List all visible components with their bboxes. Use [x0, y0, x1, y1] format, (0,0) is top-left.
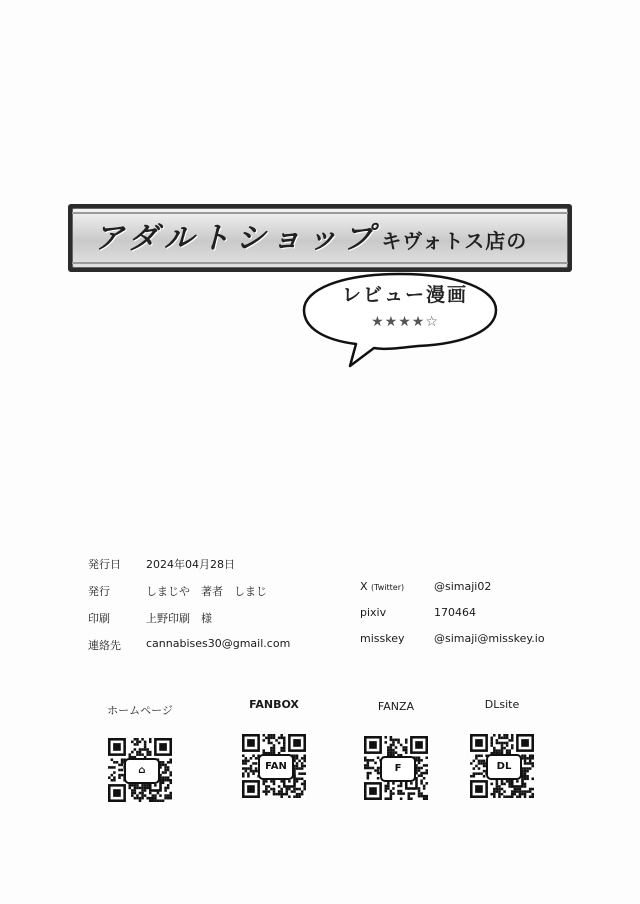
colophon-row-contact	[88, 637, 378, 664]
book-title-main: アダルトショップ	[94, 221, 380, 256]
qr-code	[364, 736, 428, 800]
contact-email: cannabises30@gmail.com	[146, 637, 291, 650]
qr-code	[108, 738, 172, 802]
qr-label: FANZA	[377, 700, 415, 713]
qr-homepage	[80, 702, 200, 802]
social-label-x: X	[360, 580, 368, 593]
social-row-x	[360, 580, 590, 606]
social-handle-misskey: @simaji@misskey.io	[434, 632, 545, 645]
book-title-sub: キヴォトス店の	[381, 229, 528, 253]
colophon-row-publisher	[88, 583, 378, 610]
qr-label: DLsite	[484, 698, 520, 711]
qr-code	[470, 734, 534, 798]
title-banner	[68, 204, 572, 272]
colophon-value: 2024年04月28日	[146, 558, 235, 571]
qr-label: FANBOX	[249, 698, 299, 711]
social-handle-x: @simaji02	[434, 580, 492, 593]
qr-code	[242, 734, 306, 798]
social-label-misskey: misskey	[360, 632, 405, 645]
banner-stripe-bottom	[72, 262, 568, 264]
qr-fanza	[336, 700, 456, 800]
colophon-label: 印刷	[88, 612, 110, 625]
social-accounts	[360, 580, 590, 658]
social-label-x-sub: (Twitter)	[371, 583, 405, 592]
qr-dlsite	[442, 698, 562, 798]
qr-label: ホームページ	[107, 704, 173, 717]
qr-fanbox	[214, 698, 334, 798]
colophon-label: 連絡先	[88, 639, 121, 652]
dlsite-icon: DL	[486, 754, 522, 780]
social-row-pixiv	[360, 606, 590, 632]
fanbox-icon: FAN	[258, 754, 294, 780]
social-label-pixiv: pixiv	[360, 606, 387, 619]
colophon-value: 上野印刷 様	[146, 612, 212, 625]
social-label	[360, 580, 404, 593]
colophon-row-printer	[88, 610, 378, 637]
colophon-label: 発行日	[88, 558, 121, 571]
book-title	[94, 213, 527, 257]
fanza-icon: F	[380, 756, 416, 782]
rating-stars: ★★★★☆	[371, 314, 439, 330]
social-row-misskey	[360, 632, 590, 658]
colophon-row-date	[88, 556, 378, 583]
colophon-label: 発行	[88, 585, 110, 598]
speech-bubble	[300, 270, 500, 380]
colophon-value: しまじや 著者 しまじ	[146, 585, 267, 598]
bubble-text: レビュー漫画	[341, 284, 468, 306]
social-handle-pixiv: 170464	[434, 606, 476, 619]
colophon	[88, 556, 378, 664]
home-icon: ⌂	[124, 758, 160, 784]
